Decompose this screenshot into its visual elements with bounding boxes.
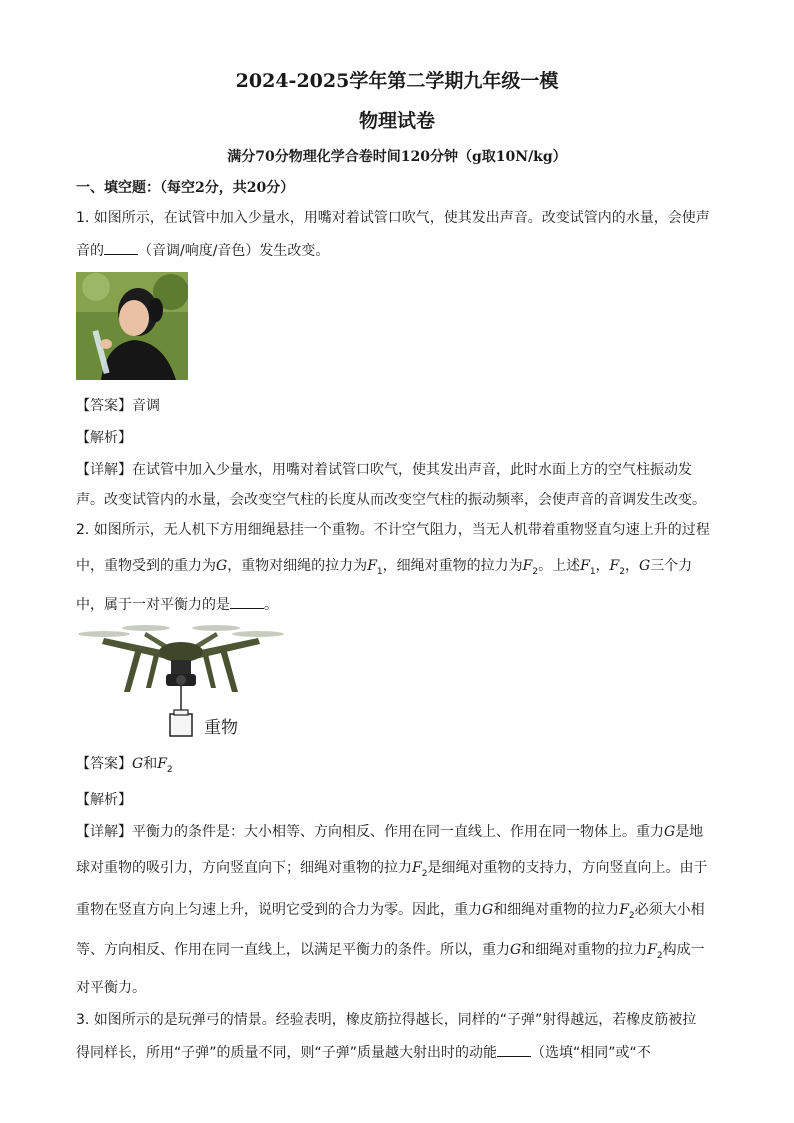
q2-line2: 中，重物受到的重力为G，重物对细绳的拉力为$F_1$，细绳对重物的拉力为$F_2$。上述$F_1$，$F_2$，G三个力 (76, 558, 693, 577)
q1-answer: 【答案】音调 (76, 398, 160, 414)
drone-with-weight-figure (76, 620, 286, 745)
q2-detail-line4: 等、方向相反、作用在同一直线上，以满足平衡力的条件。所以，重力G和细绳对重物的拉力$F_2$构成一 (76, 942, 705, 961)
q2-detail-line2: 球对重物的吸引力，方向竖直向下；细绳对重物的拉力$F_2$是细绳对重物的支持力，方向竖直向上。由于 (76, 860, 708, 879)
q1-detail-line1: 【详解】在试管中加入少量水，用嘴对着试管口吹气，使其发出声音，此时水面上方的空气柱振动发 (76, 462, 692, 478)
q1-blank[interactable] (104, 240, 138, 255)
exam-title: 2024-2025学年第二学期九年级一模 (235, 70, 559, 92)
section-heading: 一、填空题：（每空2分，共20分） (76, 180, 295, 196)
q3-line2: 得同样长，所用“子弹”的质量不同，则“子弹”质量越大射出时的动能 （选填“相同”或“不 (76, 1042, 726, 1063)
q1-detail-line2: 声。改变试管内的水量，会改变空气柱的长度从而改变空气柱的振动频率，会使声音的音调发生改变。 (76, 492, 706, 508)
q1-line2: 音的 （音调/响度/音色）发生改变。 (76, 240, 726, 261)
q3-line1: 3. 如图所示的是玩弹弓的情景。经验表明，橡皮筋拉得越长，同样的“子弹”射得越远，若橡皮筋被拉 (76, 1012, 697, 1028)
exam-subject: 物理试卷 (358, 110, 435, 132)
q1-line1: 1. 如图所示，在试管中加入少量水，用嘴对着试管口吹气，使其发出声音。改变试管内的水量，会使声 (76, 210, 710, 226)
weight-label: 重物 (204, 718, 238, 738)
q1-analysis-tag: 【解析】 (76, 430, 132, 446)
child-blowing-test-tube-photo (76, 272, 188, 380)
q2-line1: 2. 如图所示，无人机下方用细绳悬挂一个重物。不计空气阻力，当无人机带着重物竖直匀速上升的过程 (76, 522, 710, 538)
q3-blank[interactable] (497, 1042, 531, 1057)
q2-detail-line3: 重物在竖直方向上匀速上升，说明它受到的合力为零。因此，重力G和细绳对重物的拉力$F_2$必须大小相 (76, 902, 705, 921)
q2-answer: 【答案】G和$F_2$ (76, 756, 173, 775)
exam-info: 满分70分物理化学合卷时间120分钟（g取10N/kg） (227, 149, 567, 165)
q2-line3: 中，属于一对平衡力的是 。 (76, 594, 726, 615)
q2-analysis-tag: 【解析】 (76, 792, 132, 808)
q2-detail-line5: 对平衡力。 (76, 980, 146, 996)
q2-blank[interactable] (230, 594, 264, 609)
q2-detail-line1: 【详解】平衡力的条件是：大小相等、方向相反、作用在同一直线上、作用在同一物体上。重力G是地 (76, 824, 704, 840)
